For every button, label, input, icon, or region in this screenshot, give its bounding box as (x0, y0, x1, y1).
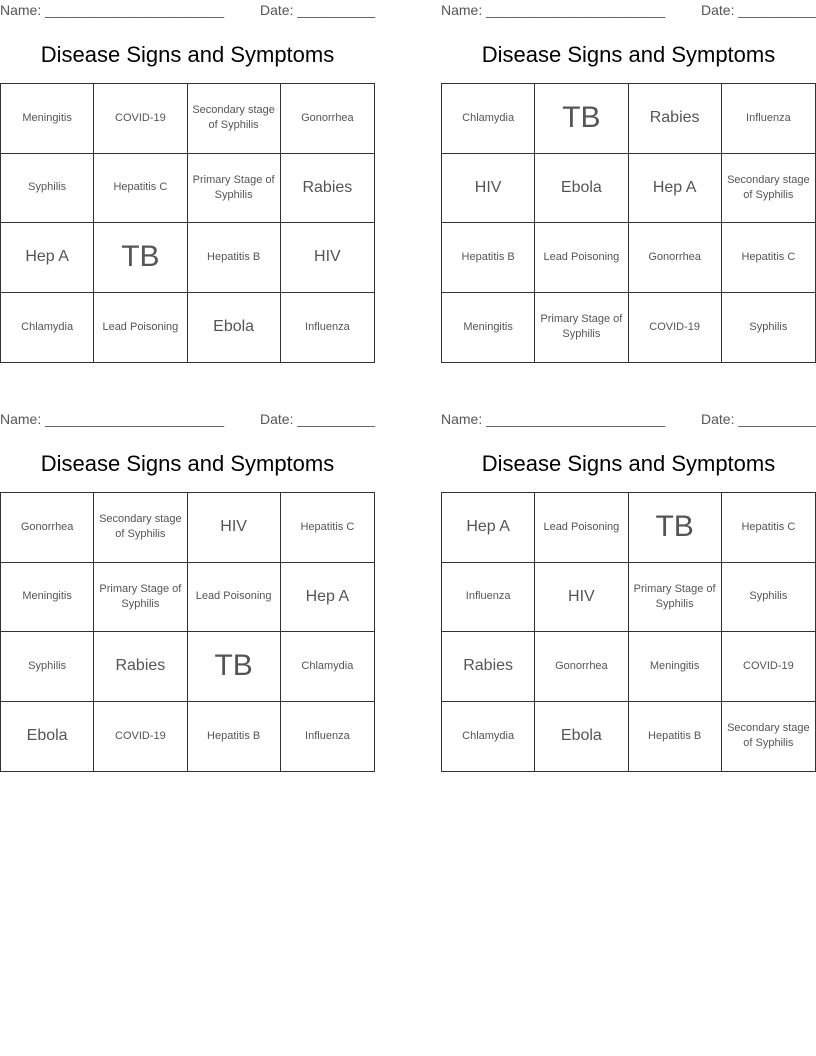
bingo-cell[interactable]: Meningitis (629, 632, 722, 702)
card-title: Disease Signs and Symptoms (481, 451, 776, 476)
bingo-cell[interactable]: Gonorrhea (629, 223, 722, 293)
name-field[interactable]: Name: _______________________ (441, 411, 666, 427)
bingo-cell[interactable]: Gonorrhea (1, 493, 94, 563)
bingo-cell[interactable]: Meningitis (1, 84, 94, 154)
bingo-cell[interactable]: Lead Poisoning (535, 493, 628, 563)
name-field[interactable]: Name: _______________________ (0, 411, 225, 427)
bingo-cell[interactable]: Primary Stage of Syphilis (188, 154, 281, 224)
bingo-cell[interactable]: Primary Stage of Syphilis (535, 293, 628, 363)
bingo-cell[interactable]: Hepatitis B (442, 223, 535, 293)
bingo-cell[interactable]: Primary Stage of Syphilis (629, 563, 722, 633)
bingo-cell[interactable]: Rabies (442, 632, 535, 702)
bingo-cell[interactable]: Lead Poisoning (535, 223, 628, 293)
bingo-cell[interactable]: Hep A (442, 493, 535, 563)
bingo-cell[interactable]: Hepatitis B (188, 702, 281, 772)
bingo-cell[interactable]: Hepatitis C (722, 493, 815, 563)
bingo-cell[interactable]: Hep A (629, 154, 722, 224)
bingo-cell[interactable]: Hep A (1, 223, 94, 293)
date-field[interactable]: Date: __________ (701, 411, 816, 427)
bingo-cell[interactable]: Hepatitis C (94, 154, 187, 224)
bingo-cell[interactable]: COVID-19 (722, 632, 815, 702)
bingo-cell[interactable]: Primary Stage of Syphilis (94, 563, 187, 633)
bingo-cell[interactable]: Hepatitis B (188, 223, 281, 293)
bingo-cell[interactable]: COVID-19 (94, 702, 187, 772)
bingo-cell[interactable]: Influenza (305, 320, 350, 333)
card-header (0, 2, 375, 20)
bingo-grid (0, 492, 375, 772)
bingo-cell[interactable]: Influenza (722, 84, 815, 154)
card-title: Disease Signs and Symptoms (40, 42, 335, 67)
bingo-cell[interactable]: COVID-19 (94, 84, 187, 154)
bingo-cell[interactable]: COVID-19 (629, 293, 722, 363)
bingo-cell[interactable]: TB (535, 84, 628, 154)
bingo-cell[interactable]: Syphilis (722, 563, 815, 633)
bingo-cell[interactable]: Lead Poisoning (94, 293, 187, 363)
bingo-cell[interactable]: Syphilis (1, 154, 94, 224)
bingo-cell[interactable]: Rabies (94, 632, 187, 702)
bingo-cell[interactable]: HIV (281, 223, 374, 293)
bingo-cell[interactable]: HIV (535, 563, 628, 633)
bingo-cell[interactable]: Syphilis (749, 320, 788, 333)
name-field[interactable]: Name: _______________________ (0, 2, 225, 18)
bingo-cell[interactable]: TB (94, 223, 187, 293)
bingo-cell[interactable]: Lead Poisoning (188, 563, 281, 633)
bingo-cell[interactable]: Secondary stage of Syphilis (188, 84, 281, 154)
bingo-cell[interactable]: Meningitis (1, 563, 94, 633)
date-field[interactable]: Date: __________ (701, 2, 816, 18)
date-field[interactable]: Date: __________ (260, 411, 376, 427)
bingo-grid (0, 83, 375, 363)
bingo-cell[interactable]: Meningitis (442, 293, 535, 363)
bingo-cell[interactable]: Hepatitis B (629, 702, 722, 772)
bingo-cell[interactable]: Influenza (305, 729, 350, 742)
bingo-cell[interactable]: Chlamydia (442, 84, 535, 154)
bingo-cell[interactable]: Rabies (629, 84, 722, 154)
bingo-cell[interactable]: Ebola (188, 293, 281, 363)
bingo-cell[interactable]: Hepatitis C (281, 493, 374, 563)
card-header (441, 2, 816, 20)
bingo-cell[interactable]: HIV (442, 154, 535, 224)
bingo-cell[interactable]: Chlamydia (281, 632, 374, 702)
bingo-cell[interactable]: Secondary stage of Syphilis (722, 154, 815, 224)
card-header (441, 411, 816, 429)
bingo-cell[interactable]: TB (629, 493, 722, 563)
card-title: Disease Signs and Symptoms (481, 42, 776, 67)
bingo-cell[interactable]: Influenza (442, 563, 535, 633)
bingo-cell[interactable]: Syphilis (1, 632, 94, 702)
bingo-cell[interactable]: Secondary stage of Syphilis (94, 493, 187, 563)
bingo-cell[interactable]: Ebola (535, 154, 628, 224)
bingo-cell[interactable]: Rabies (281, 154, 374, 224)
bingo-cell[interactable]: Gonorrhea (281, 84, 374, 154)
bingo-cell[interactable]: Hepatitis C (722, 223, 815, 293)
bingo-grid (441, 83, 816, 363)
bingo-cell[interactable]: Secondary stage of Syphilis (727, 722, 810, 750)
date-field[interactable]: Date: __________ (260, 2, 376, 18)
bingo-cell[interactable]: Gonorrhea (535, 632, 628, 702)
name-field[interactable]: Name: _______________________ (441, 2, 666, 18)
bingo-cell[interactable]: Ebola (1, 702, 94, 772)
card-title: Disease Signs and Symptoms (40, 451, 335, 476)
bingo-cell[interactable]: Chlamydia (442, 702, 535, 772)
card-header (0, 411, 375, 429)
bingo-cell[interactable]: Hep A (281, 563, 374, 633)
bingo-cell[interactable]: Chlamydia (1, 293, 94, 363)
bingo-cell[interactable]: HIV (188, 493, 281, 563)
bingo-cell[interactable]: Ebola (535, 702, 628, 772)
bingo-cell[interactable]: TB (188, 632, 281, 702)
bingo-grid (441, 492, 816, 772)
